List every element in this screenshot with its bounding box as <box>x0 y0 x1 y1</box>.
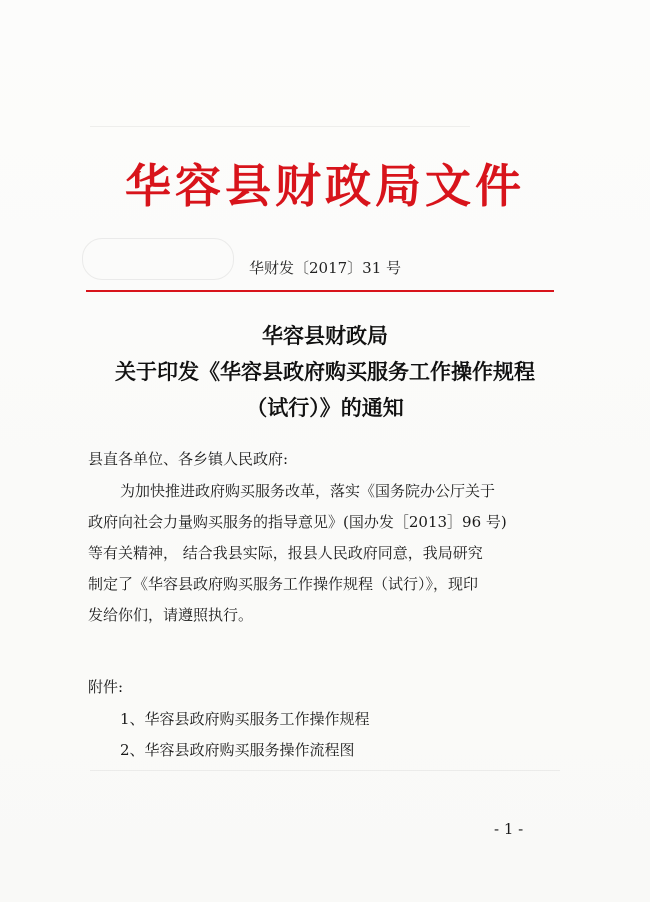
body-line-4: 制定了《华容县政府购买服务工作操作规程（试行）》，现印 <box>88 575 479 593</box>
attachment-item-2: 2、华容县政府购买服务操作流程图 <box>120 741 355 759</box>
page-number: - 1 - <box>494 820 524 838</box>
document-number: 华财发〔2017〕31 号 <box>248 259 402 277</box>
body-line-3: 等有关精神， 结合我县实际，报县人民政府同意，我局研究 <box>88 544 483 562</box>
attachment-item-1: 1、华容县政府购买服务工作操作规程 <box>120 710 370 728</box>
salutation: 县直各单位、各乡镇人民政府: <box>88 450 289 468</box>
body-paragraph <box>88 476 558 631</box>
scan-artifact-line <box>90 126 470 127</box>
title-line-3: （试行）》的通知 <box>246 395 404 420</box>
body-line-1: 为加快推进政府购买服务改革，落实《国务院办公厅关于 <box>120 482 496 500</box>
title-line-2: 关于印发《华容县政府购买服务工作操作规程 <box>115 359 535 384</box>
red-separator-line <box>86 290 554 292</box>
attachments-label: 附件: <box>88 678 124 696</box>
attachments-list <box>120 704 370 766</box>
scan-artifact-line <box>90 770 560 771</box>
document-header-title: 华容县财政局文件 <box>125 159 525 213</box>
title-line-1: 华容县财政局 <box>262 323 388 348</box>
body-line-5: 发给你们，请遵照执行。 <box>88 606 254 624</box>
body-line-2: 政府向社会力量购买服务的指导意见》(国办发［2013］96 号) <box>88 513 507 531</box>
notice-title <box>0 318 650 426</box>
